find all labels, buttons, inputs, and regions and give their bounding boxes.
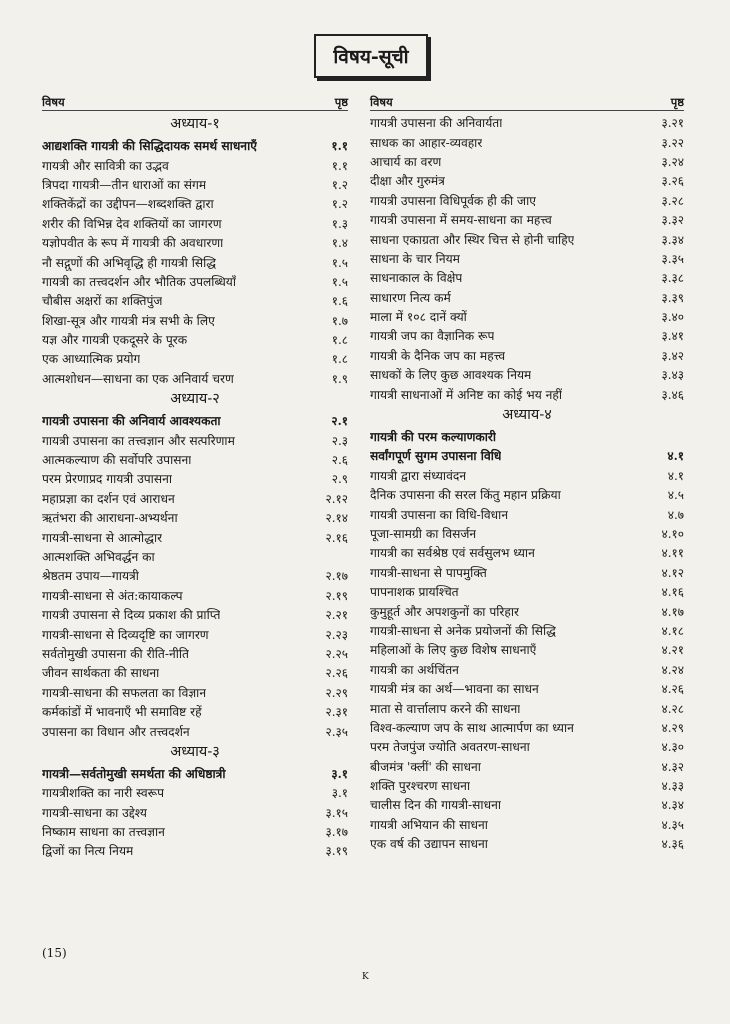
toc-entry[interactable] <box>370 543 684 562</box>
toc-entry[interactable] <box>42 702 348 721</box>
entry-page: ४.१ <box>667 449 684 464</box>
toc-entry[interactable] <box>370 737 684 756</box>
subject-header: विषय <box>42 95 65 109</box>
entry-page: ४.३० <box>661 740 684 755</box>
entry-title: गायत्री—सर्वतोमुखी समर्थता की अधिष्ठात्री <box>42 766 226 781</box>
entry-page: ४.१६ <box>661 585 684 600</box>
toc-entry[interactable] <box>42 233 348 252</box>
toc-entry[interactable] <box>370 718 684 737</box>
entry-page: ३.१७ <box>325 825 348 840</box>
entry-title: गायत्री द्वारा संध्यावंदन <box>370 468 467 483</box>
toc-entry[interactable] <box>370 249 684 268</box>
toc-entry[interactable] <box>42 527 348 546</box>
entry-title: गायत्री उपासना का तत्त्वज्ञान और सत्परिणाम <box>42 433 235 448</box>
entry-page: ४.१७ <box>661 604 684 619</box>
entry-page: २.१७ <box>325 569 348 584</box>
entry-title: सर्वतोमुखी उपासना की रीति-नीति <box>42 646 189 661</box>
entry-page: १.५ <box>331 274 348 289</box>
toc-entry[interactable] <box>42 822 348 841</box>
entry-title: श्रेष्ठतम उपाय—गायत्री <box>42 569 139 584</box>
entry-page: ३.२८ <box>661 193 684 208</box>
entry-page: २.३ <box>331 433 348 448</box>
chapter-heading: अध्याय-२ <box>170 391 220 408</box>
entry-title: एक वर्ष की उद्यापन साधना <box>370 837 488 852</box>
entry-title: नौ सद्गुणों की अभिवृद्धि ही गायत्री सिद्धि <box>42 255 216 270</box>
entry-page: १.१ <box>331 158 348 173</box>
entry-page: ३.१५ <box>325 805 348 820</box>
toc-entry[interactable] <box>42 547 348 566</box>
entry-title: गायत्री-साधना का उद्देश्य <box>42 805 147 820</box>
entry-page: ४.२६ <box>661 682 684 697</box>
entry-page: ३.३२ <box>661 213 684 228</box>
entry-page: ३.४१ <box>661 329 684 344</box>
toc-entry[interactable] <box>42 252 348 271</box>
entry-page: १.९ <box>331 371 348 386</box>
toc-entry[interactable] <box>370 660 684 679</box>
toc-entry[interactable] <box>370 210 684 229</box>
entry-page: ३.३९ <box>661 290 684 305</box>
entry-title: दीक्षा और गुरुमंत्र <box>370 174 445 189</box>
toc-left-column <box>42 90 348 861</box>
toc-entry[interactable] <box>370 679 684 698</box>
toc-entry[interactable] <box>42 566 348 585</box>
toc-entry[interactable] <box>370 698 684 717</box>
entry-title: गायत्री-साधना की सफलता का विज्ञान <box>42 685 207 700</box>
toc-entry[interactable] <box>370 815 684 834</box>
entry-title: गायत्री के दैनिक जप का महत्त्व <box>370 348 506 363</box>
entry-page: ३.३८ <box>661 271 684 286</box>
page-header: पृष्ठ <box>670 95 684 109</box>
entry-page: ४.३५ <box>661 817 684 832</box>
entry-page: २.१४ <box>325 511 348 526</box>
toc-entry[interactable] <box>370 384 684 403</box>
toc-entry[interactable] <box>42 721 348 740</box>
entry-page: ३.१९ <box>325 844 348 859</box>
entry-page: ३.४२ <box>661 348 684 363</box>
toc-right-column <box>370 90 684 853</box>
entry-title: विश्व-कल्याण जप के साथ आत्मार्पण का ध्यान <box>370 720 574 735</box>
entry-page: ४.१८ <box>661 623 684 638</box>
toc-entry[interactable] <box>42 683 348 702</box>
entry-title: गायत्री-साधना से पापमुक्ति <box>370 565 487 580</box>
entry-title: परम प्रेरणाप्रद गायत्री उपासना <box>42 472 172 487</box>
toc-entry[interactable] <box>42 508 348 527</box>
entry-title: कुमुहूर्त और अपशकुनों का परिहार <box>370 604 520 619</box>
entry-page: १.१ <box>331 139 348 154</box>
page-title: विषय-सूची <box>314 34 428 78</box>
subject-header: विषय <box>370 95 393 109</box>
entry-page: २.२९ <box>325 685 348 700</box>
entry-page: २.३५ <box>325 724 348 739</box>
toc-entry[interactable] <box>370 326 684 345</box>
toc-entry[interactable] <box>370 152 684 171</box>
entry-title: गायत्री मंत्र का अर्थ—भावना का साधन <box>370 682 539 697</box>
toc-entry[interactable] <box>370 524 684 543</box>
toc-entry[interactable] <box>370 563 684 582</box>
entry-page: १.३ <box>331 216 348 231</box>
entry-page: २.२६ <box>325 666 348 681</box>
entry-title: उपासना का विधान और तत्त्वदर्शन <box>42 724 190 739</box>
entry-page: ३.४६ <box>661 387 684 402</box>
entry-page: ४.५ <box>667 488 684 503</box>
entry-page: ३.३५ <box>661 251 684 266</box>
printer-mark: K <box>362 972 369 982</box>
entry-page: ४.३६ <box>661 837 684 852</box>
toc-entry[interactable] <box>370 307 684 326</box>
toc-entry[interactable] <box>42 624 348 643</box>
entry-title: पापनाशक प्रायश्चित <box>370 585 459 600</box>
toc-entry[interactable] <box>42 194 348 213</box>
chapter-heading: अध्याय-४ <box>502 406 552 423</box>
entry-title: चालीस दिन की गायत्री-साधना <box>370 798 501 813</box>
entry-page: ४.१० <box>661 527 684 541</box>
column-header <box>42 90 348 111</box>
entry-title: गायत्रीशक्ति का नारी स्वरूप <box>42 786 165 801</box>
toc-entry[interactable] <box>42 155 348 174</box>
entry-title: साधक का आहार-व्यवहार <box>370 135 483 150</box>
entry-title: दैनिक उपासना की सरल किंतु महान प्रक्रिया <box>370 488 561 503</box>
entry-page: ३.२६ <box>661 174 684 189</box>
toc-entry[interactable] <box>42 349 348 368</box>
toc-entry[interactable] <box>42 489 348 508</box>
entry-title: गायत्री का अर्थचिंतन <box>370 662 459 677</box>
entry-title: साधकों के लिए कुछ आवश्यक नियम <box>370 368 532 383</box>
entry-title: साधना एकाग्रता और स्थिर चित्त से होनी चाहिए <box>370 232 575 247</box>
toc-entry[interactable] <box>42 764 348 783</box>
toc-entry[interactable] <box>42 803 348 822</box>
entry-title: शक्तिकेंद्रों का उद्दीपन—शब्दशक्ति द्वारा <box>42 197 214 212</box>
entry-page: ४.३२ <box>661 759 684 774</box>
toc-entry[interactable] <box>370 191 684 210</box>
entry-title: चौबीस अक्षरों का शक्तिपुंज <box>42 294 163 309</box>
entry-page: ४.७ <box>667 507 684 522</box>
toc-entry[interactable] <box>370 640 684 659</box>
entry-title: गायत्री की परम कल्याणकारी <box>370 430 497 445</box>
entry-title: आद्यशक्ति गायत्री की सिद्धिदायक समर्थ साधनाएँ <box>42 139 257 154</box>
entry-page: ४.११ <box>661 546 684 561</box>
entry-page: १.२ <box>331 177 348 192</box>
chapter-heading: अध्याय-१ <box>170 116 220 132</box>
entry-page: ३.४० <box>661 310 684 325</box>
entry-page: २.१९ <box>325 588 348 603</box>
entry-title: महिलाओं के लिए कुछ विशेष साधनाएँ <box>370 643 537 658</box>
entry-page: ३.३४ <box>661 232 684 247</box>
toc-entry[interactable] <box>370 795 684 814</box>
entry-title: गायत्री का तत्त्वदर्शन और भौतिक उपलब्धियाँ <box>42 274 237 289</box>
entry-title: साधारण नित्य कर्म <box>370 290 451 305</box>
entry-page: ३.२२ <box>661 135 684 150</box>
entry-page: २.९ <box>331 472 348 487</box>
entry-title: गायत्री-साधना से दिव्यदृष्टि का जागरण <box>42 627 209 642</box>
entry-page: २.६ <box>331 453 348 468</box>
entry-title: माला में १०८ दानें क्यों <box>370 310 467 325</box>
toc-entry[interactable] <box>42 175 348 194</box>
entry-page: १.२ <box>331 197 348 212</box>
entry-title: जीवन सार्थकता की साधना <box>42 666 160 681</box>
entry-title: निष्काम साधना का तत्त्वज्ञान <box>42 825 165 840</box>
entry-page: २.१६ <box>325 530 348 545</box>
entry-page: ४.२९ <box>661 720 684 735</box>
toc-entry[interactable] <box>42 450 348 469</box>
entry-title: आत्मशक्ति अभिवर्द्धन का <box>42 550 155 564</box>
entry-title: माता से वार्त्तालाप करने की साधना <box>370 701 521 716</box>
entry-title: गायत्री उपासना विधिपूर्वक ही की जाए <box>370 193 536 208</box>
entry-title: त्रिपदा गायत्री—तीन धाराओं का संगम <box>42 177 207 192</box>
entry-title: एक आध्यात्मिक प्रयोग <box>42 352 141 367</box>
toc-entry[interactable] <box>370 466 684 485</box>
entry-page: १.८ <box>331 333 348 348</box>
toc-entry[interactable] <box>370 757 684 776</box>
entry-title: परम तेजपुंज ज्योति अवतरण-साधना <box>370 740 530 755</box>
toc-entry[interactable] <box>370 582 684 601</box>
page-header: पृष्ठ <box>334 95 348 109</box>
page-number: (15) <box>42 946 67 960</box>
toc-entry[interactable] <box>370 485 684 504</box>
entry-title: आत्मकल्याण की सर्वोपरि उपासना <box>42 453 192 468</box>
toc-entry[interactable] <box>42 783 348 802</box>
entry-page: ४.२८ <box>661 701 684 716</box>
entry-page: ४.३३ <box>661 779 684 794</box>
entry-page: २.२१ <box>325 608 348 623</box>
entry-title: महाप्रज्ञा का दर्शन एवं आराधन <box>42 491 175 506</box>
entry-title: शक्ति पुरश्चरण साधना <box>370 779 471 794</box>
toc-entry[interactable] <box>42 663 348 682</box>
entry-title: द्विजों का नित्य नियम <box>42 844 134 859</box>
entry-title: गायत्री-साधना से आत्मोद्धार <box>42 530 163 545</box>
toc-entry[interactable] <box>370 601 684 620</box>
entry-title: यज्ञ और गायत्री एकदूसरे के पूरक <box>42 333 188 348</box>
entry-page: ३.१ <box>331 786 348 801</box>
toc-entry[interactable] <box>370 171 684 190</box>
toc-entry[interactable] <box>42 214 348 233</box>
entry-page: २.२५ <box>325 646 348 661</box>
entry-title: गायत्री और सावित्री का उद्भव <box>42 158 169 173</box>
toc-entry[interactable] <box>370 365 684 384</box>
entry-page: १.६ <box>331 294 348 309</box>
toc-entry[interactable] <box>42 272 348 291</box>
toc-entry[interactable] <box>370 621 684 640</box>
toc-entry[interactable] <box>370 132 684 151</box>
toc-entry[interactable] <box>42 291 348 310</box>
entry-page: २.३१ <box>325 705 348 720</box>
toc-entry[interactable] <box>370 427 684 446</box>
entry-title: गायत्री उपासना की अनिवार्यता <box>370 116 503 131</box>
entry-page: १.८ <box>331 352 348 367</box>
entry-page: ३.४३ <box>661 368 684 383</box>
entry-title: शिखा-सूत्र और गायत्री मंत्र सभी के लिए <box>42 313 215 328</box>
toc-entry[interactable] <box>42 330 348 349</box>
toc-entry[interactable] <box>370 446 684 465</box>
entry-page: ४.१२ <box>661 565 684 580</box>
entry-title: यज्ञोपवीत के रूप में गायत्री की अवधारणा <box>42 236 224 251</box>
entry-page: १.५ <box>331 255 348 270</box>
entry-title: गायत्री-साधना से अनेक प्रयोजनों की सिद्धि <box>370 623 556 638</box>
entry-title: कर्मकांडों में भावनाएँ भी समाविष्ट रहें <box>42 705 202 720</box>
toc-entry[interactable] <box>370 346 684 365</box>
entry-page: ४.३४ <box>661 798 684 813</box>
entry-page: ४.२१ <box>661 643 684 658</box>
entry-title: सर्वांगपूर्ण सुगम उपासना विधि <box>370 449 502 464</box>
toc-entry[interactable] <box>42 430 348 449</box>
toc-entry[interactable] <box>42 469 348 488</box>
entry-title: ऋतंभरा की आराधना-अभ्यर्थना <box>42 511 178 526</box>
entry-page: ४.१ <box>667 468 684 483</box>
toc-entry[interactable] <box>42 136 348 155</box>
entry-title: गायत्री उपासना में समय-साधना का महत्त्व <box>370 213 552 228</box>
entry-title: गायत्री का सर्वश्रेष्ठ एवं सर्वसुलभ ध्यान <box>370 546 535 561</box>
toc-entry[interactable] <box>42 644 348 663</box>
entry-title: पूजा-सामग्री का विसर्जन <box>370 527 477 541</box>
entry-page: ३.२१ <box>661 116 684 131</box>
toc-entry[interactable] <box>42 311 348 330</box>
entry-title: बीजमंत्र 'क्लीं' की साधना <box>370 759 481 774</box>
entry-page: २.१२ <box>325 491 348 506</box>
toc-entry[interactable] <box>370 268 684 287</box>
entry-title: आचार्य का वरण <box>370 154 442 169</box>
toc-entry[interactable] <box>370 113 684 132</box>
toc-entry[interactable] <box>370 288 684 307</box>
entry-title: गायत्री उपासना की अनिवार्य आवश्यकता <box>42 414 221 429</box>
entry-title: गायत्री उपासना का विधि-विधान <box>370 507 509 522</box>
toc-entry[interactable] <box>42 411 348 430</box>
entry-title: गायत्री-साधना से अंत:कायाकल्प <box>42 588 183 603</box>
entry-title: गायत्री उपासना से दिव्य प्रकाश की प्राप्ति <box>42 608 221 623</box>
toc-entry[interactable] <box>370 504 684 523</box>
toc-entry[interactable] <box>42 605 348 624</box>
entry-page: २.२३ <box>325 627 348 642</box>
entry-title: साधनाकाल के विक्षेप <box>370 271 463 286</box>
entry-page: ४.२४ <box>661 662 684 677</box>
entry-page: १.४ <box>331 236 348 251</box>
entry-title: गायत्री जप का वैज्ञानिक रूप <box>370 329 495 344</box>
entry-title: गायत्री अभियान की साधना <box>370 817 488 832</box>
entry-title: गायत्री साधनाओं में अनिष्ट का कोई भय नहीं <box>370 387 563 402</box>
entry-page: ३.१ <box>331 766 348 781</box>
entry-title: शरीर की विभिन्न देव शक्तियों का जागरण <box>42 216 222 231</box>
entry-title: आत्मशोधन—साधना का एक अनिवार्य चरण <box>42 371 234 386</box>
entry-page: २.१ <box>331 414 348 429</box>
toc-entry[interactable] <box>42 586 348 605</box>
entry-page: ३.२४ <box>661 154 684 169</box>
entry-page: १.७ <box>331 313 348 328</box>
toc-entry[interactable] <box>42 841 348 860</box>
toc-entry[interactable] <box>370 834 684 853</box>
chapter-heading: अध्याय-३ <box>170 743 220 760</box>
toc-entry[interactable] <box>370 776 684 795</box>
toc-entry[interactable] <box>42 369 348 388</box>
toc-entry[interactable] <box>370 229 684 248</box>
column-header <box>370 90 684 111</box>
entry-title: साधना के चार नियम <box>370 251 460 266</box>
